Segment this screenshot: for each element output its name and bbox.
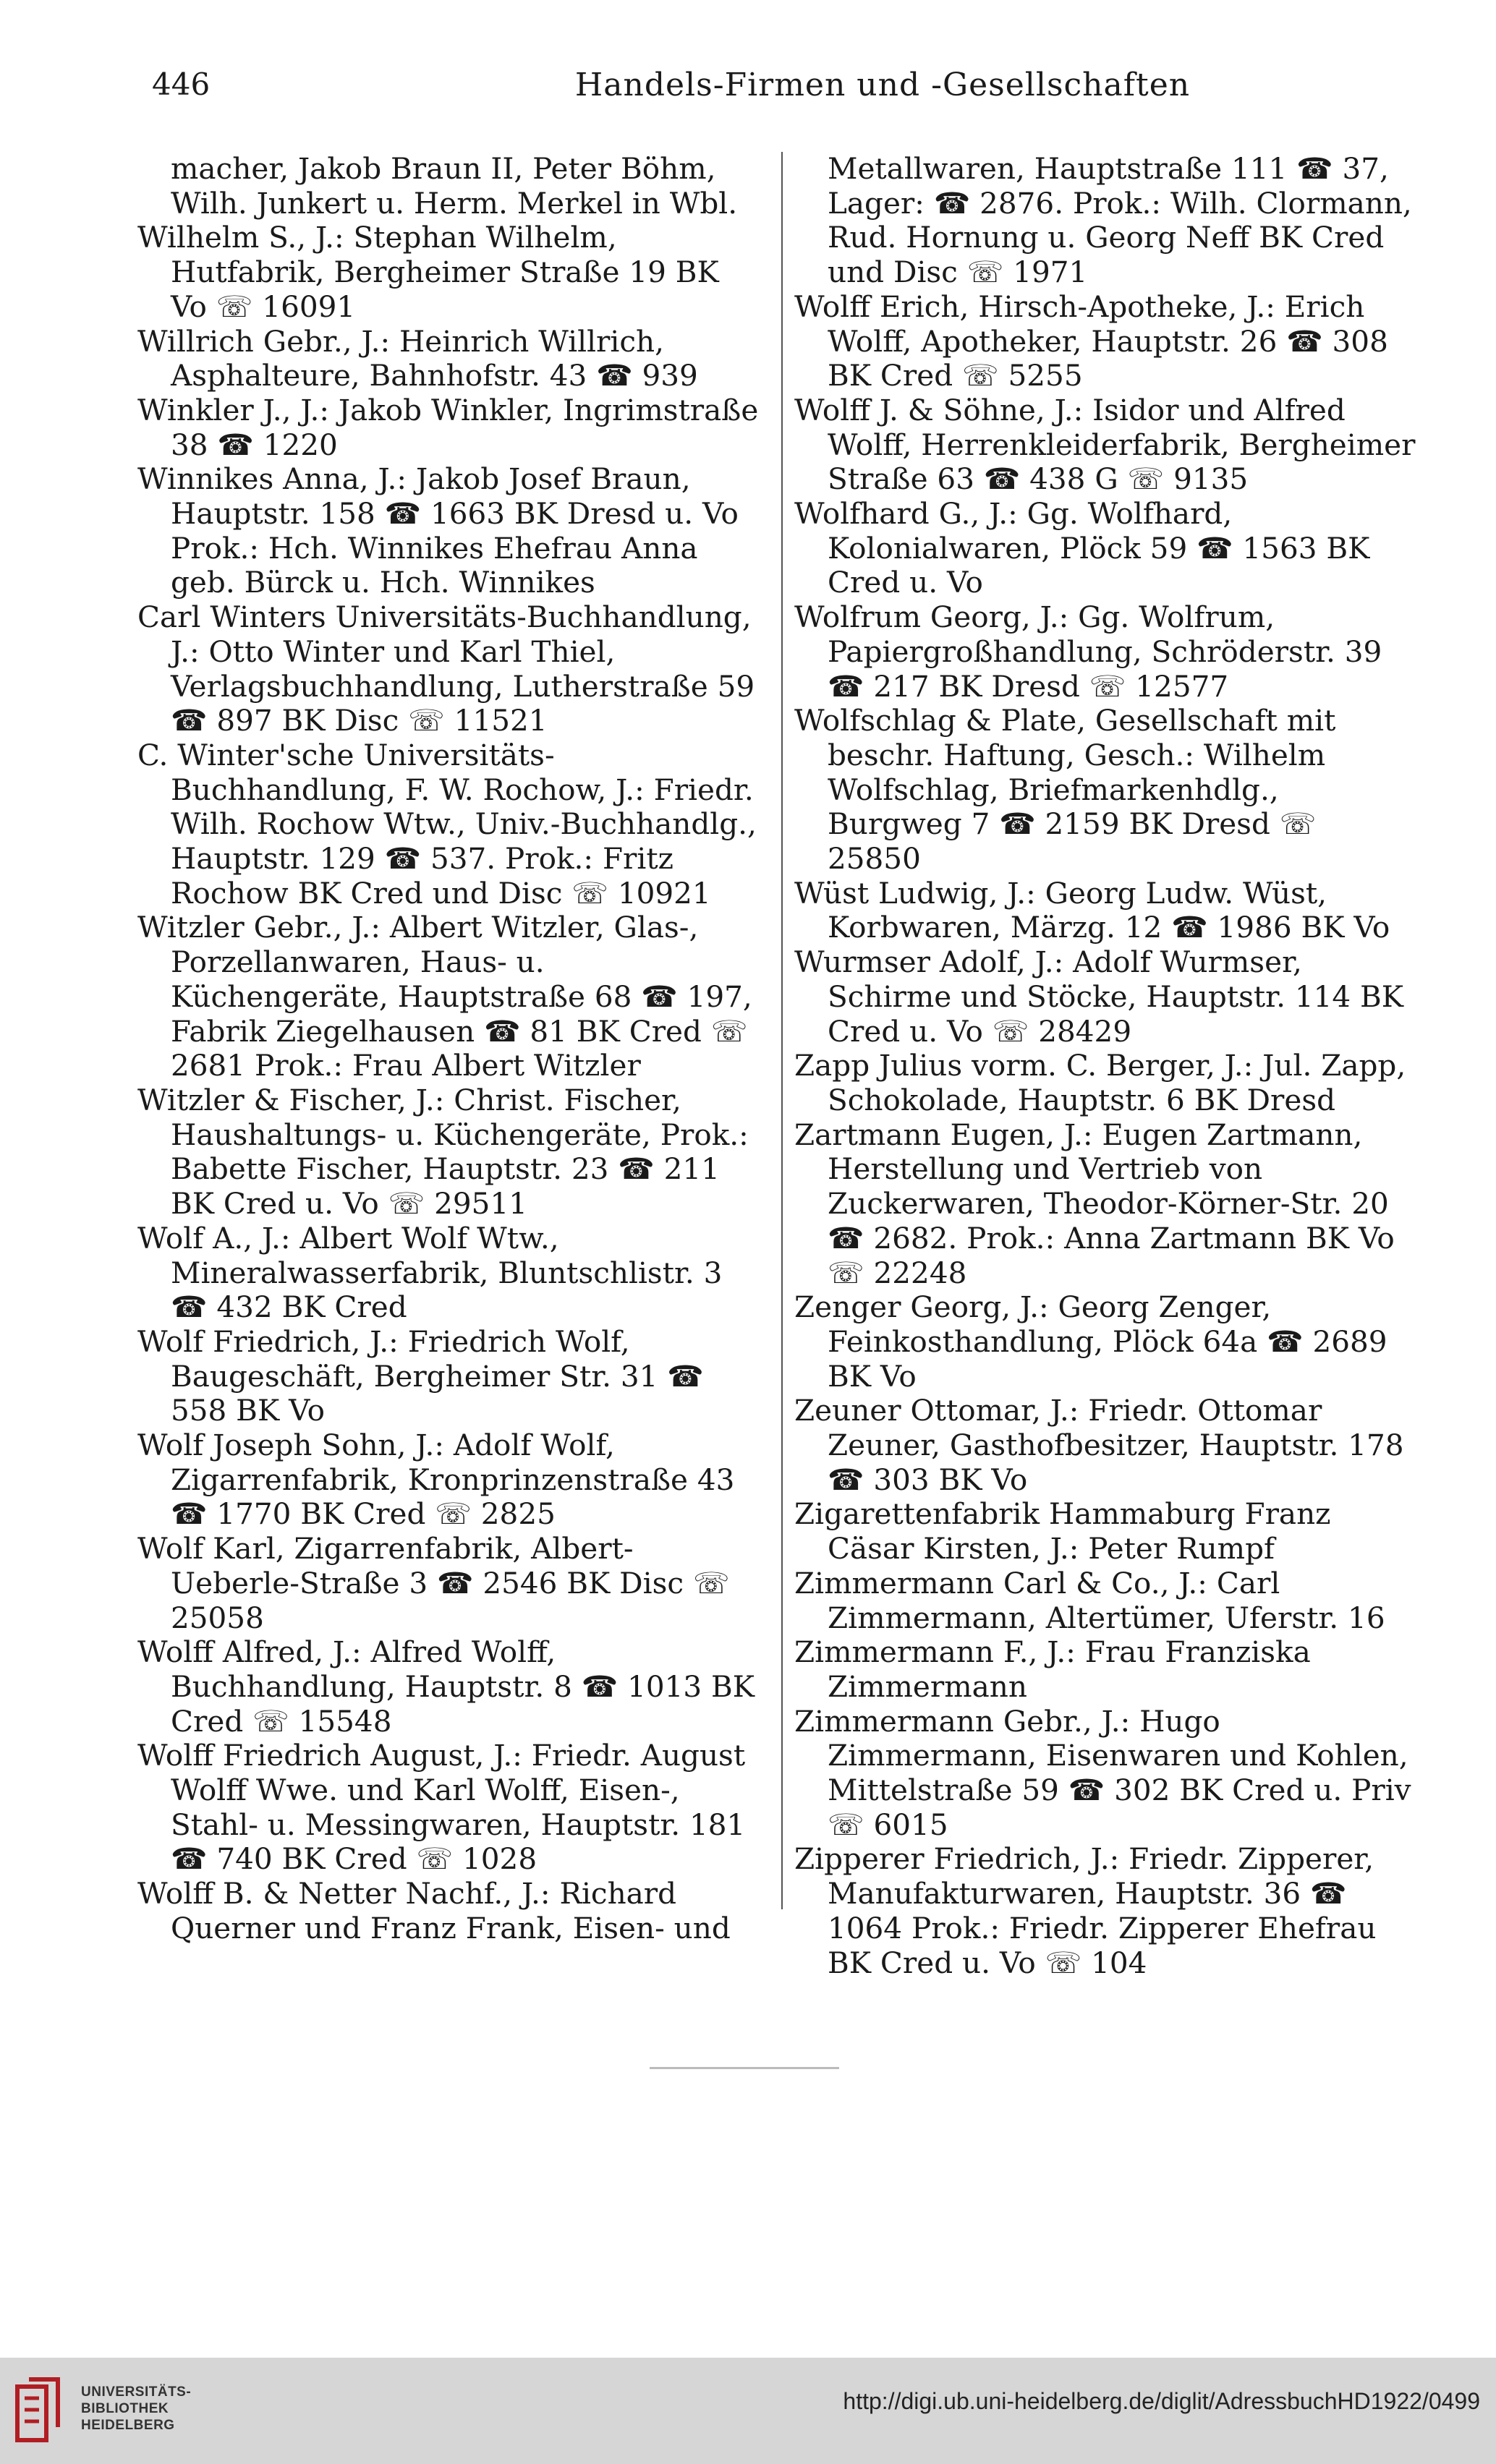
directory-entry: Wolfschlag & Plate, Gesellschaft mit beschr. Haftung, Gesch.: Wilhelm Wolfschlag, Briefmarkenhdlg., Burgweg 7 ☎ 2159 BK Dresd ☏ 25850 [794, 703, 1336, 877]
logo-line-3: HEIDELBERG [81, 2418, 175, 2433]
continued-entry: Metallwaren, Hauptstraße 111 ☎ 37, Lager: ☎ 2876. Prok.: Wilh. Clormann, Rud. Hornung u. Georg Neff BK Cred und Disc ☏ 1971 [828, 151, 1412, 290]
directory-entry: Wolf Karl, Zigarrenfabrik, Albert-Ueberle-Straße 3 ☎ 2546 BK Disc ☏ 25058 [137, 1531, 730, 1635]
directory-entry: Wüst Ludwig, J.: Georg Ludw. Wüst, Korbwaren, Märzg. 12 ☎ 1986 BK Vo [794, 875, 1390, 945]
directory-entry: Winnikes Anna, J.: Jakob Josef Braun, Hauptstr. 158 ☎ 1663 BK Dresd u. Vo Prok.: Hch. Winnikes Ehefrau Anna geb. Bürck u. Hch. Winnikes [137, 461, 739, 600]
directory-entry: Wolff Erich, Hirsch-Apotheke, J.: Erich Wolff, Apotheker, Hauptstr. 26 ☎ 308 BK Cred ☏ 5255 [794, 289, 1388, 393]
page-header [145, 67, 1418, 117]
directory-entry: Wolf A., J.: Albert Wolf Wtw., Mineralwasserfabrik, Bluntschlistr. 3 ☎ 432 BK Cred [137, 1220, 723, 1325]
directory-entry: Wolff Alfred, J.: Alfred Wolff, Buchhandlung, Hauptstr. 8 ☎ 1013 BK Cred ☏ 15548 [137, 1634, 755, 1739]
permalink-url[interactable]: http://digi.ub.uni-heidelberg.de/diglit/AdressbuchHD1922/0499 [843, 2388, 1480, 2414]
directory-entry: Winkler J., J.: Jakob Winkler, Ingrimstraße 38 ☎ 1220 [137, 392, 759, 462]
logo-line-1: UNIVERSITÄTS- [81, 2384, 192, 2400]
directory-entry: Wolff J. & Söhne, J.: Isidor und Alfred Wolff, Herrenkleiderfabrik, Bergheimer Straße 63 ☎ 438 G ☏ 9135 [794, 392, 1416, 497]
directory-entry: Wolff Friedrich August, J.: Friedr. August Wolff Wwe. und Karl Wolff, Eisen-, Stahl- u. Messingwaren, Hauptstr. 181 ☎ 740 BK Cred ☏ 1028 [137, 1738, 746, 1877]
logo-line-2: BIBLIOTHEK [81, 2401, 169, 2416]
directory-entry: Carl Winters Universitäts-Buchhandlung, J.: Otto Winter und Karl Thiel, Verlagsbuchhandlung, Lutherstraße 59 ☎ 897 BK Disc ☏ 11521 [137, 600, 755, 738]
right-column [794, 152, 1416, 1980]
directory-entry: Zeuner Ottomar, J.: Friedr. Ottomar Zeuner, Gasthofbesitzer, Hauptstr. 178 ☎ 303 BK Vo [794, 1393, 1404, 1497]
directory-entry: Zenger Georg, J.: Georg Zenger, Feinkosthandlung, Plöck 64a ☎ 2689 BK Vo [794, 1289, 1387, 1394]
directory-entry: Wolfhard G., J.: Gg. Wolfhard, Kolonialwaren, Plöck 59 ☎ 1563 BK Cred u. Vo [794, 496, 1370, 600]
column-divider [781, 152, 783, 1909]
library-logo-icon [14, 2376, 67, 2443]
bottom-separator [650, 2067, 839, 2069]
directory-entry: Wolf Friedrich, J.: Friedrich Wolf, Baugeschäft, Bergheimer Str. 31 ☎ 558 BK Vo [137, 1323, 704, 1428]
directory-entry: Zimmermann Gebr., J.: Hugo Zimmermann, Eisenwaren und Kohlen, Mittelstraße 59 ☎ 302 BK Cred u. Priv ☏ 6015 [794, 1703, 1411, 1842]
directory-entry: Zipperer Friedrich, J.: Friedr. Zipperer, Manufakturwaren, Hauptstr. 36 ☎ 1064 Prok.: Friedr. Zipperer Ehefrau BK Cred u. Vo ☏ 104 [794, 1841, 1377, 1980]
directory-entry: C. Winter'sche Universitäts-Buchhandlung, F. W. Rochow, J.: Friedr. Wilh. Rochow Wtw., Univ.-Buchhandlg., Hauptstr. 129 ☎ 537. Prok.: Fritz Rochow BK Cred und Disc ☏ 10921 [137, 737, 757, 911]
continued-entry: macher, Jakob Braun II, Peter Böhm, Wilh. Junkert u. Herm. Merkel in Wbl. [171, 151, 738, 221]
directory-entry: Zimmermann Carl & Co., J.: Carl Zimmermann, Altertümer, Uferstr. 16 [794, 1565, 1385, 1635]
directory-entry: Zapp Julius vorm. C. Berger, J.: Jul. Zapp, Schokolade, Hauptstr. 6 BK Dresd [794, 1048, 1406, 1117]
directory-entry: Wolff B. & Netter Nachf., J.: Richard Querner und Franz Frank, Eisen- und [137, 1876, 731, 1945]
page-number: 446 [152, 67, 211, 102]
directory-entry: Wolf Joseph Sohn, J.: Adolf Wolf, Zigarrenfabrik, Kronprinzenstraße 43 ☎ 1770 BK Cred ☏ 2825 [137, 1428, 735, 1532]
directory-entry: Witzler & Fischer, J.: Christ. Fischer, Haushaltungs- u. Küchengeräte, Prok.: Babette Fischer, Hauptstr. 23 ☎ 211 BK Cred u. Vo ☏ 29511 [137, 1082, 749, 1222]
left-column [137, 152, 760, 1946]
directory-entry: Wurmser Adolf, J.: Adolf Wurmser, Schirme und Stöcke, Hauptstr. 114 BK Cred u. Vo ☏ 28429 [794, 945, 1404, 1049]
directory-entry: Wolfrum Georg, J.: Gg. Wolfrum, Papiergroßhandlung, Schröderstr. 39 ☎ 217 BK Dresd ☏ 12577 [794, 600, 1382, 704]
directory-entry: Wilhelm S., J.: Stephan Wilhelm, Hutfabrik, Bergheimer Straße 19 BK Vo ☏ 16091 [137, 220, 719, 324]
running-title: Handels-Firmen und -Gesellschaften [574, 67, 1191, 103]
library-logo-text [81, 2384, 191, 2434]
directory-entry: Zimmermann F., J.: Frau Franziska Zimmermann [794, 1634, 1311, 1704]
library-logo[interactable] [14, 2376, 231, 2449]
viewer-footer [0, 2358, 1496, 2464]
directory-entry: Zartmann Eugen, J.: Eugen Zartmann, Herstellung und Vertrieb von Zuckerwaren, Theodor-Körner-Str. 20 ☎ 2682. Prok.: Anna Zartmann BK Vo ☏ 22248 [794, 1117, 1395, 1290]
directory-entry: Witzler Gebr., J.: Albert Witzler, Glas-, Porzellanwaren, Haus- u. Küchengeräte, Hauptstraße 68 ☎ 197, Fabrik Ziegelhausen ☎ 81 BK Cred ☏ 2681 Prok.: Frau Albert Witzler [137, 910, 752, 1083]
directory-entry: Zigarettenfabrik Hammaburg Franz Cäsar Kirsten, J.: Peter Rumpf [794, 1496, 1331, 1566]
directory-entry: Willrich Gebr., J.: Heinrich Willrich, Asphalteure, Bahnhofstr. 43 ☎ 939 [137, 323, 698, 393]
